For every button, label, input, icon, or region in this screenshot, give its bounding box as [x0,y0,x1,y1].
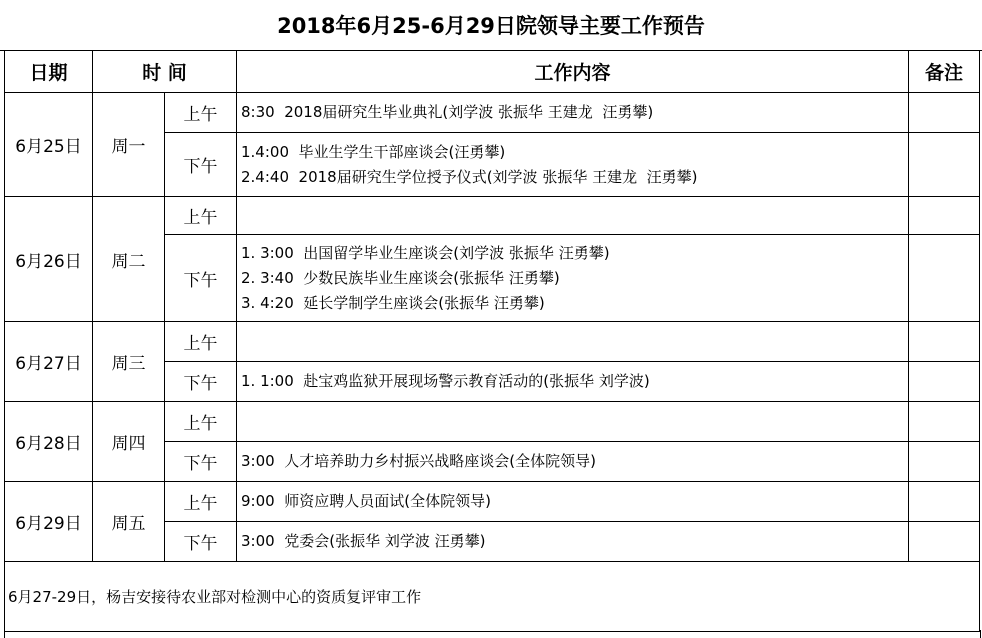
remarks-cell [909,93,980,133]
slot-pm-cell: 下午 [165,442,237,482]
schedule-row-am [5,322,980,362]
content-am-cell [237,93,909,133]
remarks-cell [909,362,980,402]
date-cell: 6月25日 [5,93,93,197]
note-row [5,562,980,632]
content-line: 1. 1:00 赴宝鸡监狱开展现场警示教育活动的(张振华 刘学波) [241,372,650,390]
remarks-cell [909,482,980,522]
date-cell: 6月29日 [5,482,93,562]
slot-pm-cell: 下午 [165,522,237,562]
date-cell: 6月26日 [5,197,93,322]
date-cell: 6月28日 [5,402,93,482]
slot-pm-cell: 下午 [165,362,237,402]
content-line: 9:00 师资应聘人员面试(全体院领导) [241,492,491,510]
content-pm-cell [237,133,909,197]
weekday-cell: 周五 [93,482,165,562]
content-pm-cell [237,235,909,322]
weekday-cell: 周三 [93,322,165,402]
content-line: 2. 3:40 少数民族毕业生座谈会(张振华 汪勇攀) [241,268,560,287]
content-line: 3:00 党委会(张振华 刘学波 汪勇攀) [241,532,486,550]
remarks-cell [909,322,980,362]
header-date: 日期 [5,51,93,93]
remarks-cell [909,133,980,197]
slot-am-cell: 上午 [165,197,237,235]
content-am-cell [237,322,909,362]
slot-pm-cell: 下午 [165,133,237,197]
slot-am-cell: 上午 [165,482,237,522]
content-pm-cell [237,522,909,562]
remarks-cell [909,522,980,562]
header-remarks: 备注 [909,51,980,93]
schedule-table [4,50,980,632]
content-line: 2.4:40 2018届研究生学位授予仪式(刘学波 张振华 王建龙 汪勇攀) [241,167,698,186]
slot-am-cell: 上午 [165,322,237,362]
table-bottom-edge [4,630,981,638]
content-line: 1. 3:00 出国留学毕业生座谈会(刘学波 张振华 汪勇攀) [241,243,610,262]
header-time: 时 间 [93,51,237,93]
slot-am-cell: 上午 [165,402,237,442]
page-title: 2018年6月25-6月29日院领导主要工作预告 [0,0,982,51]
content-pm-cell [237,442,909,482]
note-text: 6月27-29日，杨吉安接待农业部对检测中心的资质复评审工作 [5,562,980,632]
schedule-row-am [5,482,980,522]
header-row [5,51,980,93]
schedule-row-am [5,93,980,133]
content-line: 3. 4:20 延长学制学生座谈会(张振华 汪勇攀) [241,293,545,312]
content-line: 3:00 人才培养助力乡村振兴战略座谈会(全体院领导) [241,452,596,470]
content-am-cell [237,197,909,235]
content-pm-cell [237,362,909,402]
remarks-cell [909,442,980,482]
weekday-cell: 周一 [93,93,165,197]
remarks-cell [909,197,980,235]
remarks-cell [909,235,980,322]
content-am-cell [237,402,909,442]
date-cell: 6月27日 [5,322,93,402]
content-line: 1.4:00 毕业生学生干部座谈会(汪勇攀) [241,142,506,161]
schedule-row-am [5,197,980,235]
weekday-cell: 周二 [93,197,165,322]
content-am-cell [237,482,909,522]
slot-am-cell: 上午 [165,93,237,133]
weekday-cell: 周四 [93,402,165,482]
slot-pm-cell: 下午 [165,235,237,322]
header-content: 工作内容 [237,51,909,93]
schedule-row-am [5,402,980,442]
content-line: 8:30 2018届研究生毕业典礼(刘学波 张振华 王建龙 汪勇攀) [241,103,654,121]
remarks-cell [909,402,980,442]
